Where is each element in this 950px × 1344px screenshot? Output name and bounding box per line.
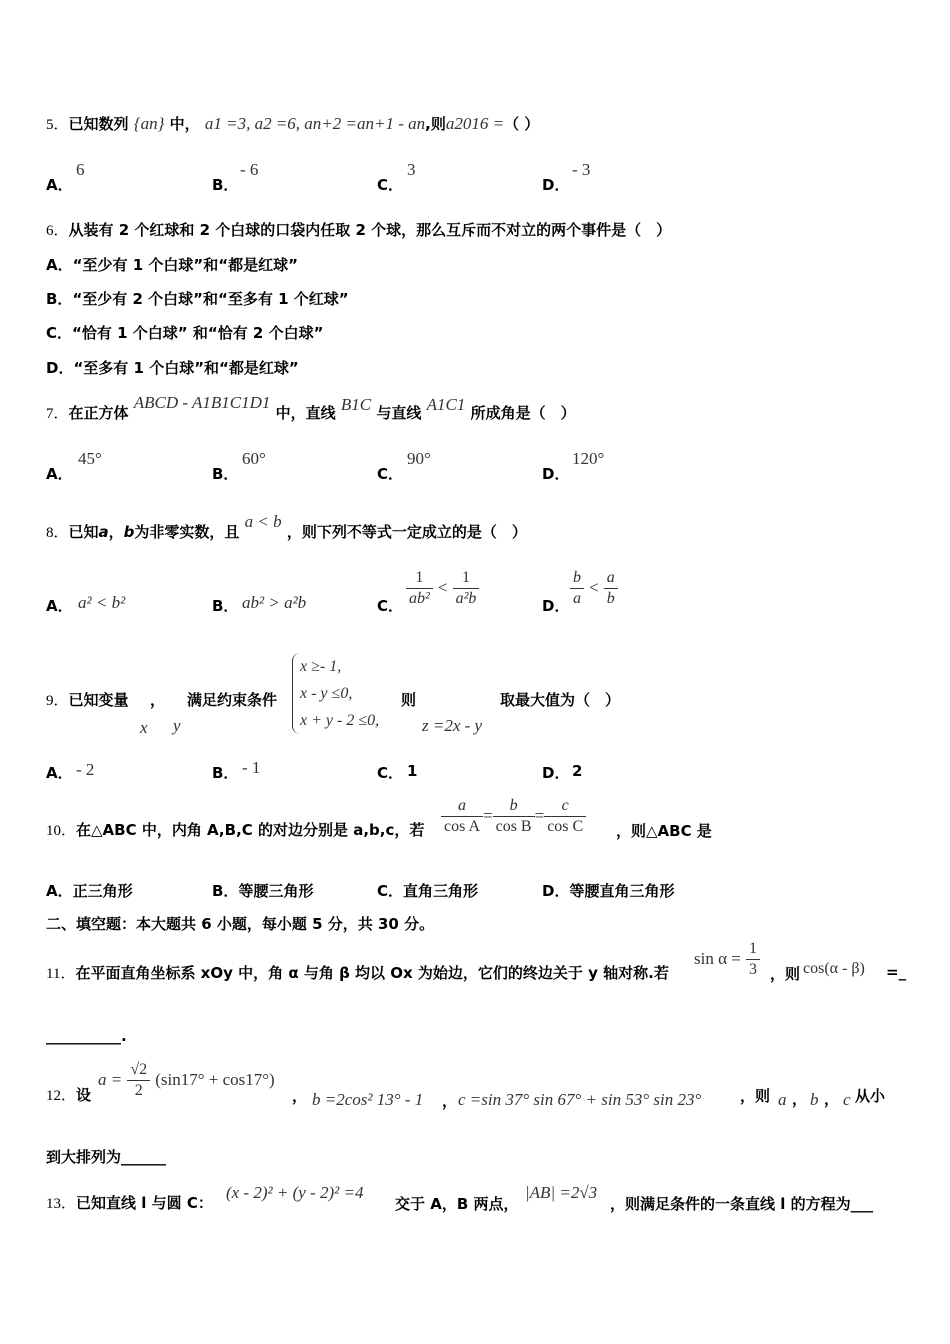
answer-blank: __________. <box>46 1027 127 1045</box>
condition: a < b <box>244 512 282 531</box>
option-label: D． <box>542 465 570 483</box>
option-value: 2 <box>572 762 583 780</box>
var-x: x <box>140 718 148 737</box>
exam-page: 5．已知数列 {an} 中， a1 =3, a2 =6, an+2 =an+1 - an,则a2016 =（ ） A． 6 B． - 6 C． 3 D． - 3 6．从装有 2 个红球和 2 个白球的口袋内任取 2 个球，那么互斥而不对立的两个事件是（ ） A．“至少有 1 个白球”和“都是红球” B．“至少有 2 个白球”和“至多有 1 个红球” C．“恰有 1 个白球” 和“恰有 2 个白球” D．“至多有 1 个白球”和“都是红球” 7．在正方体 ABCD - A1B1C1D1 中，直线 B1C 与直线 A1C1 所成角是（ ） A． 45° B． 60° C． 90° D． 120° 8．已知a，b为非零实数，且 a < b ，则下列不等式一定成立的是（ ） A． a² < b² B． ab² > a²b C． $\frac{1}{\text{ab²}}$ < $\frac{1}{\text{a²b}}$ D． $\frac{b}{a}$ < $\frac{a}{b}$ 9．已知变量 ， 满足约束条件 则 取最大值为（ ） x y x ≥- 1, x - y ≤0, x + y - 2 ≤0, z =2x - y A． - 2 B． - 1 C． 1 D． 2 10．在△ABC 中，内角 A,B,C 的对边分别是 a,b,c，若 $\frac{a}{\text{cos A}}$ = $\frac{b}{\text{cos B}}$ = $\frac{c}{\text{cos C}}$ ，则△ABC 是 A．正三角形 B．等腰三角形 C．直角三角形 D．等腰直角三角形 二、填空题：本大题共 6 小题，每小题 5 分，共 30 分。 11．在平面直角坐标系 xOy 中，角 α 与角 β 均以 Ox 为始边，它们的终边关于 y 轴对称.若 sin α = $\frac{1}{3}$ ，则 cos(α - β) =_ __________. 12．设 a = $\frac{√2}{2}$ (sin17° + cos17°) ， b =2cos² 13° - 1 ， c =sin 37° sin 67° + sin 53° sin 23° ，则 a ， b ， c 从小 到大排列为______ 13．已知直线 l 与圆 C： (x - 2)² + (y - 2)² =4 交于 A，B 两点， |AB| =2√3 ，则满足条件的一条直线 l 的方程为___ <box>46 114 907 1213</box>
recurrence: a1 =3, a2 =6, an+2 =an+1 - an <box>204 114 426 133</box>
option-value: - 2 <box>76 760 95 779</box>
chord-length: |AB| =2√3 <box>525 1183 598 1202</box>
question-number: 6． <box>46 223 69 239</box>
question-5: 5．已知数列 {an} 中， a1 =3, a2 =6, an+2 =an+1 - an,则a2016 =（ ） <box>46 114 540 133</box>
question-10: 10．在△ABC 中，内角 A,B,C 的对边分别是 a,b,c，若 <box>46 821 425 839</box>
option-label: B． <box>212 176 239 194</box>
option-value: ab² > a²b <box>242 593 307 612</box>
question-9: 9．已知变量 ， 满足约束条件 则 取最大值为（ ） <box>46 691 621 709</box>
question-13: 13．已知直线 l 与圆 C： <box>46 1194 213 1212</box>
option-value: 3 <box>407 160 416 179</box>
question-number: 8． <box>46 525 69 541</box>
sin-condition: sin α = $\frac{1}{3}$ <box>694 939 760 980</box>
q6-option-a: A．“至少有 1 个白球”和“都是红球” <box>46 256 298 274</box>
question-8: 8．已知a，b为非零实数，且 a < b ，则下列不等式一定成立的是（ ） <box>46 512 527 541</box>
option-value: - 1 <box>242 758 261 777</box>
sequence-symbol: {an} <box>133 114 165 133</box>
question-11: 11．在平面直角坐标系 xOy 中，角 α 与角 β 均以 Ox 为始边，它们的终边关于 y 轴对称.若 <box>46 964 669 982</box>
question-7: 7．在正方体 ABCD - A1B1C1D1 中，直线 B1C 与直线 A1C1 所成角是（ ） <box>46 393 576 422</box>
circle-equation: (x - 2)² + (y - 2)² =4 <box>226 1183 364 1202</box>
option-c-fractions: $\frac{1}{\text{ab²}}$ < $\frac{1}{\text{a²b}}$ <box>406 568 479 609</box>
question-number: 9． <box>46 693 69 709</box>
answer-line: 到大排列为______ <box>46 1148 167 1166</box>
option-value: 120° <box>572 449 605 468</box>
question-number: 11． <box>46 966 76 982</box>
ratio-equation: $\frac{a}{\text{cos A}}$ = $\frac{b}{\text{cos B}}$ = $\frac{c}{\text{cos C}}$ <box>441 796 586 837</box>
expression-c: c =sin 37° sin 67° + sin 53° sin 23° <box>458 1090 702 1109</box>
expression-a: a = $\frac{√2}{2}$ (sin17° + cos17°) <box>98 1061 275 1099</box>
line-a1c1: A1C1 <box>426 395 466 414</box>
option-value: 60° <box>242 449 266 468</box>
option-d-fractions: $\frac{b}{a}$ < $\frac{a}{b}$ <box>570 568 618 609</box>
option-value: 90° <box>407 449 431 468</box>
q6-option-b: B．“至少有 2 个白球”和“至多有 1 个红球” <box>46 290 349 308</box>
option-value: 45° <box>78 449 102 468</box>
question-number: 5． <box>46 117 69 133</box>
objective: z =2x - y <box>422 716 483 735</box>
constraint-system: x ≥- 1, x - y ≤0, x + y - 2 ≤0, <box>292 653 379 734</box>
question-6: 6．从装有 2 个红球和 2 个白球的口袋内任取 2 个球，那么互斥而不对立的两个事件是（ ） <box>46 221 672 239</box>
cube-name: ABCD - A1B1C1D1 <box>133 393 271 412</box>
option-value: 6 <box>76 160 85 179</box>
q6-option-d: D．“至多有 1 个白球”和“都是红球” <box>46 359 299 377</box>
question-number: 13． <box>46 1196 77 1212</box>
option-label: A． <box>46 465 73 483</box>
option-label: C． <box>377 176 404 194</box>
option-value: a² < b² <box>78 593 126 612</box>
q6-option-c: C．“恰有 1 个白球” 和“恰有 2 个白球” <box>46 324 324 342</box>
var-y: y <box>173 716 181 735</box>
option-label: D． <box>542 176 570 194</box>
option-value: - 3 <box>572 160 591 179</box>
question-12: 12．设 <box>46 1086 92 1104</box>
option-label: A． <box>46 176 73 194</box>
option-label: C． <box>377 465 404 483</box>
option-value: 1 <box>407 762 418 780</box>
cos-expression: cos(α - β) <box>803 960 865 977</box>
line-b1c: B1C <box>340 395 372 414</box>
question-number: 12． <box>46 1088 77 1104</box>
option-value: - 6 <box>240 160 259 179</box>
option-label: B． <box>212 465 239 483</box>
target-term: a2016 = <box>445 114 505 133</box>
section-heading: 二、填空题：本大题共 6 小题，每小题 5 分，共 30 分。 <box>46 915 435 933</box>
expression-b: b =2cos² 13° - 1 <box>312 1090 424 1109</box>
question-number: 7． <box>46 406 69 422</box>
question-number: 10． <box>46 823 77 839</box>
